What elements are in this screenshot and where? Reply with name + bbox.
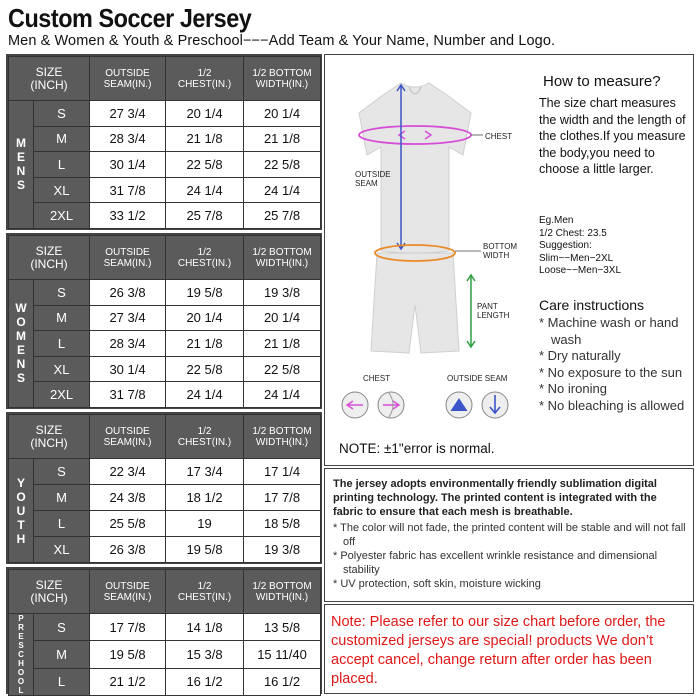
bottom-width-column-header: 1/2 BOTTOM WIDTH(IN.) (244, 57, 321, 101)
outside-seam-column-header: OUTSIDE SEAM(IN.) (90, 570, 166, 614)
bottom-width-cell: 22 5/8 (244, 152, 321, 178)
example-line: Loose−−Men−3XL (539, 265, 622, 276)
bottom-width-column-header: 1/2 BOTTOM WIDTH(IN.) (244, 236, 321, 280)
size-column-header: SIZE (INCH) (9, 236, 90, 280)
fabric-info-headline: The jersey adopts environmentally friendly sublimation digital printing technology. The printed content is integrated with the fabric to ensure that each mesh is breathable. (333, 478, 657, 518)
chest-column-header: 1/2 CHEST(IN.) (166, 57, 244, 101)
bottom-width-cell: 13 5/8 (244, 614, 321, 641)
chest-cell: 15 3/8 (166, 641, 244, 668)
chest-cell: 18 1/2 (166, 485, 244, 511)
table-row (9, 537, 321, 563)
chest-cell: 19 5/8 (166, 537, 244, 563)
table-row (9, 614, 321, 641)
outside-seam-cell: 26 3/8 (90, 537, 166, 563)
order-note-panel (324, 604, 694, 694)
bottom-width-cell: 16 1/2 (244, 668, 321, 695)
size-cell: L (34, 152, 90, 178)
bottom-width-column-header: 1/2 BOTTOM WIDTH(IN.) (244, 570, 321, 614)
bottom-width-cell: 18 5/8 (244, 511, 321, 537)
chest-column-header: 1/2 CHEST(IN.) (166, 415, 244, 459)
outside-seam-cell: 24 3/8 (90, 485, 166, 511)
chest-cell: 19 (166, 511, 244, 537)
bottom-width-cell: 21 1/8 (244, 331, 321, 357)
outside-seam-cell: 31 7/8 (90, 382, 166, 408)
chest-cell: 14 1/8 (166, 614, 244, 641)
size-cell: L (34, 511, 90, 537)
table-row (9, 382, 321, 408)
size-cell: M (34, 641, 90, 668)
table-row (9, 668, 321, 695)
outside-seam-column-header: OUTSIDE SEAM(IN.) (90, 236, 166, 280)
example-line: 1/2 Chest: 23.5 (539, 227, 607, 239)
outside-seam-cell: 33 1/2 (90, 203, 166, 229)
outside-seam-cell: 30 1/4 (90, 356, 166, 382)
fabric-info-item: * The color will not fade, the printed content will be stable and will not fall off (333, 522, 686, 548)
bottom-width-label: BOTTOM (483, 242, 518, 251)
size-cell: XL (34, 537, 90, 563)
size-table (8, 235, 321, 408)
chest-cell: 17 3/4 (166, 459, 244, 485)
size-cell: 2XL (34, 203, 90, 229)
table-row (9, 459, 321, 485)
bottom-width-cell: 24 1/4 (244, 177, 321, 203)
svg-text:WIDTH: WIDTH (483, 251, 510, 260)
group-label: Y O U T H (9, 459, 34, 563)
size-cell: S (34, 280, 90, 306)
bottom-width-cell: 24 1/4 (244, 382, 321, 408)
bottom-width-cell: 19 3/8 (244, 280, 321, 306)
bottom-width-cell: 17 1/4 (244, 459, 321, 485)
chest-cell: 16 1/2 (166, 668, 244, 695)
outside-seam-cell: 31 7/8 (90, 177, 166, 203)
svg-text:SEAM: SEAM (355, 179, 378, 188)
chest-cell: 24 1/4 (166, 177, 244, 203)
page-subtitle: Men & Women & Youth & Preschool−−−Add Team & Your Name, Number and Logo. (8, 33, 556, 49)
how-to-measure-title: How to measure? (543, 73, 661, 90)
bottom-width-cell: 21 1/8 (244, 126, 321, 152)
outside-seam-cell: 28 3/4 (90, 126, 166, 152)
table-row (9, 152, 321, 178)
outside-seam-cell: 27 3/4 (90, 305, 166, 331)
fabric-info-list (333, 521, 689, 591)
order-note-text: Note: Please refer to our size chart before order, the customized jerseys are special! products We don’t accept cancel, change return after order has been placed. (331, 614, 666, 687)
size-cell: S (34, 101, 90, 127)
size-cell: XL (34, 356, 90, 382)
bottom-width-column-header: 1/2 BOTTOM WIDTH(IN.) (244, 415, 321, 459)
care-item: * Dry naturally (539, 348, 621, 363)
jersey-shirt-shape (359, 83, 471, 253)
jersey-shorts-shape (371, 253, 459, 353)
chest-cell: 19 5/8 (166, 280, 244, 306)
size-column-header: SIZE (INCH) (9, 415, 90, 459)
table-row (9, 331, 321, 357)
size-cell: S (34, 459, 90, 485)
outside-seam-cell: 19 5/8 (90, 641, 166, 668)
table-row (9, 485, 321, 511)
table-row (9, 126, 321, 152)
bottom-width-cell: 22 5/8 (244, 356, 321, 382)
outside-seam-legend-label: OUTSIDE SEAM (447, 374, 508, 383)
outside-seam-cell: 30 1/4 (90, 152, 166, 178)
chest-cell: 20 1/4 (166, 305, 244, 331)
size-cell: M (34, 305, 90, 331)
outside-seam-cell: 27 3/4 (90, 101, 166, 127)
error-note: NOTE: ±1"error is normal. (339, 441, 495, 456)
bottom-width-cell: 20 1/4 (244, 101, 321, 127)
chest-legend-icons (342, 392, 404, 418)
pant-length-label: PANT (477, 302, 498, 311)
example-line: Suggestion: (539, 240, 592, 251)
group-label: M E N S (9, 101, 34, 229)
care-item: * No ironing (539, 381, 607, 396)
outside-seam-cell: 25 5/8 (90, 511, 166, 537)
svg-text:LENGTH: LENGTH (477, 311, 510, 320)
example-line: Eg.Men (539, 215, 574, 226)
bottom-width-cell: 20 1/4 (244, 305, 321, 331)
chest-legend-label: CHEST (363, 374, 391, 383)
chest-column-header: 1/2 CHEST(IN.) (166, 236, 244, 280)
how-to-measure-panel (324, 54, 694, 466)
group-label: P R E S C H O O L (9, 614, 34, 696)
chest-cell: 20 1/4 (166, 101, 244, 127)
example-line: Slim−−Men−2XL (539, 252, 614, 264)
table-row (9, 280, 321, 306)
outside-seam-label: OUTSIDE (355, 170, 391, 179)
size-table-preschool (6, 567, 322, 694)
chest-label: CHEST (485, 132, 513, 141)
table-row (9, 203, 321, 229)
size-table-youth (6, 412, 322, 564)
size-table-mens (6, 54, 322, 230)
size-table-womens (6, 233, 322, 409)
size-cell: S (34, 614, 90, 641)
table-row (9, 641, 321, 668)
size-cell: L (34, 331, 90, 357)
care-item: * Machine wash or hand wash (539, 315, 679, 347)
size-column-header: SIZE (INCH) (9, 570, 90, 614)
size-table (8, 56, 321, 229)
care-instructions-list (539, 315, 695, 414)
outside-seam-cell: 28 3/4 (90, 331, 166, 357)
chest-cell: 24 1/4 (166, 382, 244, 408)
care-item: * No exposure to the sun (539, 364, 683, 380)
bottom-width-cell: 17 7/8 (244, 485, 321, 511)
chest-cell: 25 7/8 (166, 203, 244, 229)
care-instructions-title: Care instructions (539, 297, 645, 313)
size-cell: XL (34, 177, 90, 203)
chest-column-header: 1/2 CHEST(IN.) (166, 570, 244, 614)
chest-cell: 21 1/8 (166, 331, 244, 357)
size-cell: M (34, 485, 90, 511)
size-column-header: SIZE (INCH) (9, 57, 90, 101)
group-label: W O M E N S (9, 280, 34, 408)
outside-seam-cell: 17 7/8 (90, 614, 166, 641)
outside-seam-column-header: OUTSIDE SEAM(IN.) (90, 57, 166, 101)
chest-cell: 21 1/8 (166, 126, 244, 152)
how-to-measure-text: The size chart measures the width and the length of the clothes.If you measure the body,you need to choose a little larger. (539, 96, 686, 176)
table-row (9, 305, 321, 331)
table-row (9, 356, 321, 382)
table-row (9, 177, 321, 203)
outside-seam-column-header: OUTSIDE SEAM(IN.) (90, 415, 166, 459)
measurement-diagram (325, 55, 535, 455)
fabric-info-item: * UV protection, soft skin, moisture wicking (333, 578, 541, 590)
care-item: * No bleaching is allowed (539, 397, 685, 413)
chest-cell: 22 5/8 (166, 356, 244, 382)
outside-seam-cell: 26 3/8 (90, 280, 166, 306)
bottom-width-cell: 15 11/40 (244, 641, 321, 668)
outside-seam-cell: 22 3/4 (90, 459, 166, 485)
fabric-info-item: * Polyester fabric has excellent wrinkle resistance and dimensional stability (333, 550, 658, 576)
size-table (8, 569, 321, 696)
size-cell: 2XL (34, 382, 90, 408)
outside-seam-legend-icons (446, 392, 508, 418)
size-table (8, 414, 321, 563)
fabric-info-panel (324, 468, 694, 602)
table-row (9, 101, 321, 127)
chest-cell: 22 5/8 (166, 152, 244, 178)
table-row (9, 511, 321, 537)
size-cell: L (34, 668, 90, 695)
bottom-width-cell: 19 3/8 (244, 537, 321, 563)
page-title: Custom Soccer Jersey (8, 3, 252, 33)
measure-example (539, 215, 689, 278)
bottom-width-cell: 25 7/8 (244, 203, 321, 229)
outside-seam-cell: 21 1/2 (90, 668, 166, 695)
size-cell: M (34, 126, 90, 152)
